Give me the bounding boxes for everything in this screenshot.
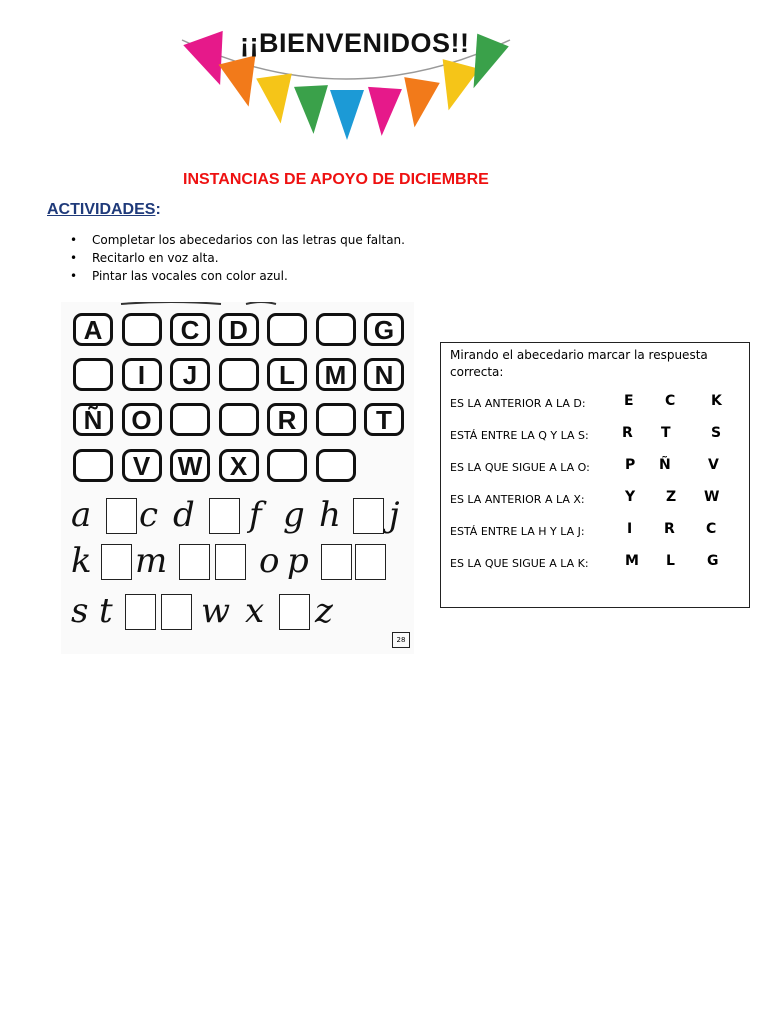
bunting-flag	[294, 85, 330, 135]
answer-option[interactable]: K	[711, 393, 722, 409]
answer-option[interactable]: T	[661, 425, 671, 441]
question-row	[450, 489, 745, 509]
bunting-flag	[256, 73, 298, 126]
cursive-letter: f	[249, 495, 262, 535]
letter-block: D	[219, 313, 259, 346]
task-text: Completar los abecedarios con las letras que faltan.	[92, 233, 405, 247]
empty-letter-box[interactable]	[316, 449, 356, 482]
alphabet-worksheet-image	[61, 302, 414, 654]
answer-option[interactable]: P	[625, 457, 636, 473]
answer-option[interactable]: L	[666, 553, 675, 569]
question-row	[450, 553, 745, 573]
cursive-letter: t	[99, 591, 113, 631]
letter-block: O	[122, 403, 162, 436]
answer-option[interactable]: M	[625, 553, 639, 569]
cursive-letter: o	[259, 541, 280, 581]
letter-block: R	[267, 403, 307, 436]
question-row	[450, 521, 745, 541]
page-number: 28	[392, 632, 410, 648]
cursive-letter: d	[173, 495, 195, 535]
empty-cursive-box[interactable]	[353, 498, 384, 534]
letter-block: I	[122, 358, 162, 391]
task-text: Pintar las vocales con color azul.	[92, 269, 288, 283]
letter-block: C	[170, 313, 210, 346]
answer-option[interactable]: I	[627, 521, 633, 537]
empty-letter-box[interactable]	[122, 313, 162, 346]
empty-letter-box[interactable]	[267, 313, 307, 346]
bullet-icon: •	[70, 233, 78, 247]
question-text: ES LA ANTERIOR A LA D:	[450, 397, 586, 410]
bullet-icon: •	[70, 251, 78, 265]
cursive-letter: j	[389, 495, 400, 535]
empty-cursive-box[interactable]	[106, 498, 137, 534]
answer-option[interactable]: Y	[625, 489, 636, 505]
empty-cursive-box[interactable]	[355, 544, 386, 580]
bunting-flag	[330, 90, 364, 140]
letter-block: M	[316, 358, 356, 391]
list-item	[70, 267, 405, 285]
activities-heading	[47, 201, 161, 219]
empty-letter-box[interactable]	[73, 449, 113, 482]
cursive-letter: z	[315, 591, 333, 631]
answer-option[interactable]: Z	[666, 489, 677, 505]
question-text: ESTÁ ENTRE LA Q Y LA S:	[450, 429, 589, 442]
letter-block: Ñ	[73, 403, 113, 436]
bullet-icon: •	[70, 269, 78, 283]
empty-cursive-box[interactable]	[101, 544, 132, 580]
answer-option[interactable]: R	[664, 521, 675, 537]
empty-cursive-box[interactable]	[215, 544, 246, 580]
cursive-letter: c	[139, 495, 159, 535]
cursive-letter: k	[71, 541, 92, 581]
cursive-letter: h	[319, 495, 341, 535]
list-item	[70, 231, 405, 249]
question-row	[450, 457, 745, 477]
bunting-flag	[365, 87, 402, 137]
letter-block: G	[364, 313, 404, 346]
empty-cursive-box[interactable]	[125, 594, 156, 630]
answer-option[interactable]: V	[708, 457, 719, 473]
letter-block: X	[219, 449, 259, 482]
letter-block: N	[364, 358, 404, 391]
welcome-banner	[180, 26, 512, 146]
letter-block: T	[364, 403, 404, 436]
question-text: ES LA QUE SIGUE A LA K:	[450, 557, 589, 570]
question-row	[450, 425, 745, 445]
cursive-letter: g	[283, 495, 305, 535]
answer-option[interactable]: S	[711, 425, 722, 441]
cursive-letter: s	[71, 591, 89, 631]
empty-cursive-box[interactable]	[179, 544, 210, 580]
empty-cursive-box[interactable]	[209, 498, 240, 534]
cursive-letter: w	[201, 591, 231, 631]
answer-option[interactable]: Ñ	[659, 457, 671, 473]
task-list	[70, 231, 405, 285]
activities-heading-colon: :	[155, 201, 161, 218]
empty-cursive-box[interactable]	[321, 544, 352, 580]
quiz-box	[440, 342, 750, 608]
cursive-letter: p	[287, 541, 309, 581]
quiz-intro: Mirando el abecedario marcar la respuesta correcta:	[450, 348, 708, 379]
cursive-letter: m	[135, 541, 168, 581]
empty-letter-box[interactable]	[267, 449, 307, 482]
empty-cursive-box[interactable]	[279, 594, 310, 630]
task-text: Recitarlo en voz alta.	[92, 251, 219, 265]
answer-option[interactable]: E	[624, 393, 634, 409]
question-text: ESTÁ ENTRE LA H Y LA J:	[450, 525, 585, 538]
answer-option[interactable]: W	[704, 489, 720, 505]
answer-option[interactable]: C	[706, 521, 717, 537]
answer-option[interactable]: C	[665, 393, 676, 409]
bunting-flag	[397, 77, 440, 130]
cursive-letter: a	[71, 495, 92, 535]
question-text: ES LA ANTERIOR A LA X:	[450, 493, 585, 506]
answer-option[interactable]: R	[622, 425, 633, 441]
empty-letter-box[interactable]	[73, 358, 113, 391]
empty-letter-box[interactable]	[170, 403, 210, 436]
letter-block: J	[170, 358, 210, 391]
cursive-letter: x	[245, 591, 265, 631]
question-text: ES LA QUE SIGUE A LA O:	[450, 461, 590, 474]
activities-heading-text: ACTIVIDADES	[47, 201, 156, 218]
empty-letter-box[interactable]	[316, 403, 356, 436]
letter-block: V	[122, 449, 162, 482]
question-row	[450, 393, 745, 413]
list-item	[70, 249, 405, 267]
banner-title: ¡¡BIENVENIDOS!!	[240, 28, 470, 58]
letter-block: W	[170, 449, 210, 482]
empty-letter-box[interactable]	[316, 313, 356, 346]
empty-letter-box[interactable]	[219, 403, 259, 436]
letter-block: L	[267, 358, 307, 391]
letter-block: A	[73, 313, 113, 346]
answer-option[interactable]: G	[707, 553, 719, 569]
empty-letter-box[interactable]	[219, 358, 259, 391]
empty-cursive-box[interactable]	[161, 594, 192, 630]
document-title: INSTANCIAS DE APOYO DE DICIEMBRE	[183, 171, 489, 188]
